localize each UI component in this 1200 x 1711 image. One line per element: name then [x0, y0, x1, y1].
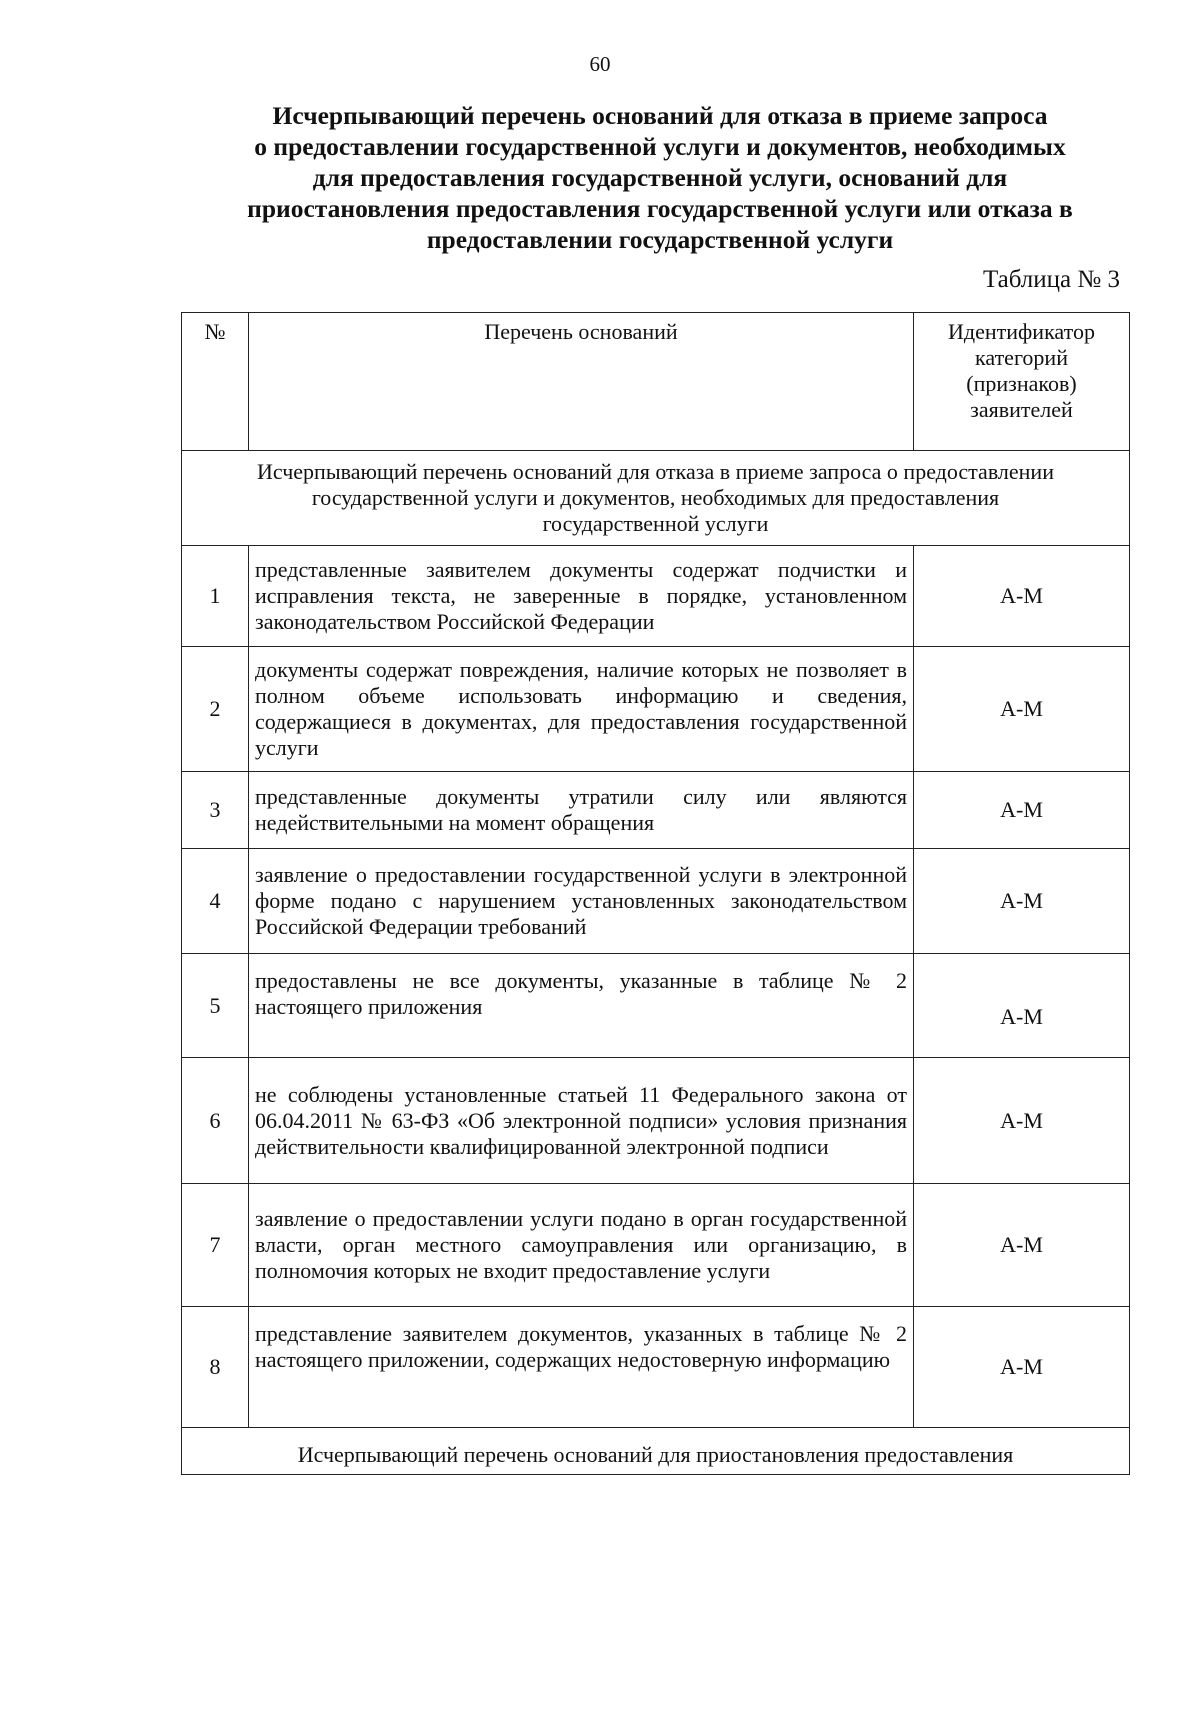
document-title	[180, 100, 1140, 255]
row-number: 7	[182, 1184, 249, 1307]
row-number: 2	[182, 647, 249, 772]
row-identifier: А-М	[914, 772, 1130, 849]
row-identifier: А-М	[914, 1307, 1130, 1428]
row-number: 3	[182, 772, 249, 849]
header-identifier-line: Идентификатор	[948, 319, 1095, 344]
row-number: 5	[182, 954, 249, 1058]
row-ground-text: представленные документы утратили силу или являются недействительными на момент обращения	[249, 772, 914, 849]
row-ground-text: представленные заявителем документы содержат подчистки и исправления текста, не заверенные в порядке, установленном законодательством Российской Федерации	[249, 546, 914, 647]
row-ground-text: представление заявителем документов, указанных в таблице № 2 настоящего приложении, содержащих недостоверную информацию	[249, 1307, 914, 1428]
header-identifier	[914, 313, 1130, 451]
table-caption: Таблица № 3	[982, 266, 1120, 293]
page-number: 60	[589, 52, 611, 76]
row-identifier: А-М	[914, 1184, 1130, 1307]
section-heading-row	[182, 451, 1130, 546]
row-identifier: А-М	[914, 1058, 1130, 1184]
section-heading-row	[182, 1428, 1130, 1475]
title-line: для предоставления государственной услуги, оснований для	[312, 163, 1008, 192]
table-row	[182, 1058, 1130, 1184]
table-row	[182, 546, 1130, 647]
title-line: предоставлении государственной услуги	[426, 225, 894, 254]
header-identifier-line: (признаков)	[966, 371, 1077, 396]
title-line: приостановления предоставления государственной услуги или отказа в	[247, 194, 1073, 223]
section-heading-refusal-acceptance	[182, 451, 1130, 546]
table-row	[182, 647, 1130, 772]
row-identifier: А-М	[914, 849, 1130, 954]
row-number: 1	[182, 546, 249, 647]
row-ground-text: заявление о предоставлении государственной услуги в электронной форме подано с нарушением установленных законодательством Российской Федерации требований	[249, 849, 914, 954]
row-ground-text: предоставлены не все документы, указанные в таблице № 2 настоящего приложения	[249, 954, 914, 1058]
header-identifier-line: заявителей	[970, 397, 1073, 422]
table-header-row	[182, 313, 1130, 451]
header-grounds: Перечень оснований	[249, 313, 914, 451]
section-heading-suspension: Исчерпывающий перечень оснований для приостановления предоставления	[182, 1428, 1130, 1475]
row-ground-text: заявление о предоставлении услуги подано в орган государственной власти, орган местного самоуправления или организацию, в полномочия которых не входит предоставление услуги	[249, 1184, 914, 1307]
header-identifier-line: категорий	[975, 345, 1068, 370]
row-number: 8	[182, 1307, 249, 1428]
row-ground-text: документы содержат повреждения, наличие которых не позволяет в полном объеме использовать информацию и сведения, содержащиеся в документах, для предоставления государственной услуги	[249, 647, 914, 772]
table-row	[182, 1307, 1130, 1428]
row-number: 4	[182, 849, 249, 954]
section-heading-line: Исчерпывающий перечень оснований для отказа в приеме запроса о предоставлении	[257, 459, 1054, 484]
table-row	[182, 1184, 1130, 1307]
table-row	[182, 849, 1130, 954]
title-line: Исчерпывающий перечень оснований для отказа в приеме запроса	[272, 101, 1048, 130]
section-heading-line: государственной услуги и документов, необходимых для предоставления	[311, 485, 1000, 510]
row-ground-text: не соблюдены установленные статьей 11 Федерального закона от 06.04.2011 № 63-ФЗ «Об электронной подписи» условия признания действительности квалифицированной электронной подписи	[249, 1058, 914, 1184]
header-number: №	[182, 313, 249, 451]
row-identifier: А-М	[914, 954, 1130, 1058]
grounds-table	[181, 312, 1130, 1475]
row-identifier: А-М	[914, 647, 1130, 772]
row-number: 6	[182, 1058, 249, 1184]
table-row	[182, 954, 1130, 1058]
title-line: о предоставлении государственной услуги и документов, необходимых	[254, 132, 1066, 161]
section-heading-line: государственной услуги	[542, 511, 769, 536]
table-row	[182, 772, 1130, 849]
row-identifier: А-М	[914, 546, 1130, 647]
